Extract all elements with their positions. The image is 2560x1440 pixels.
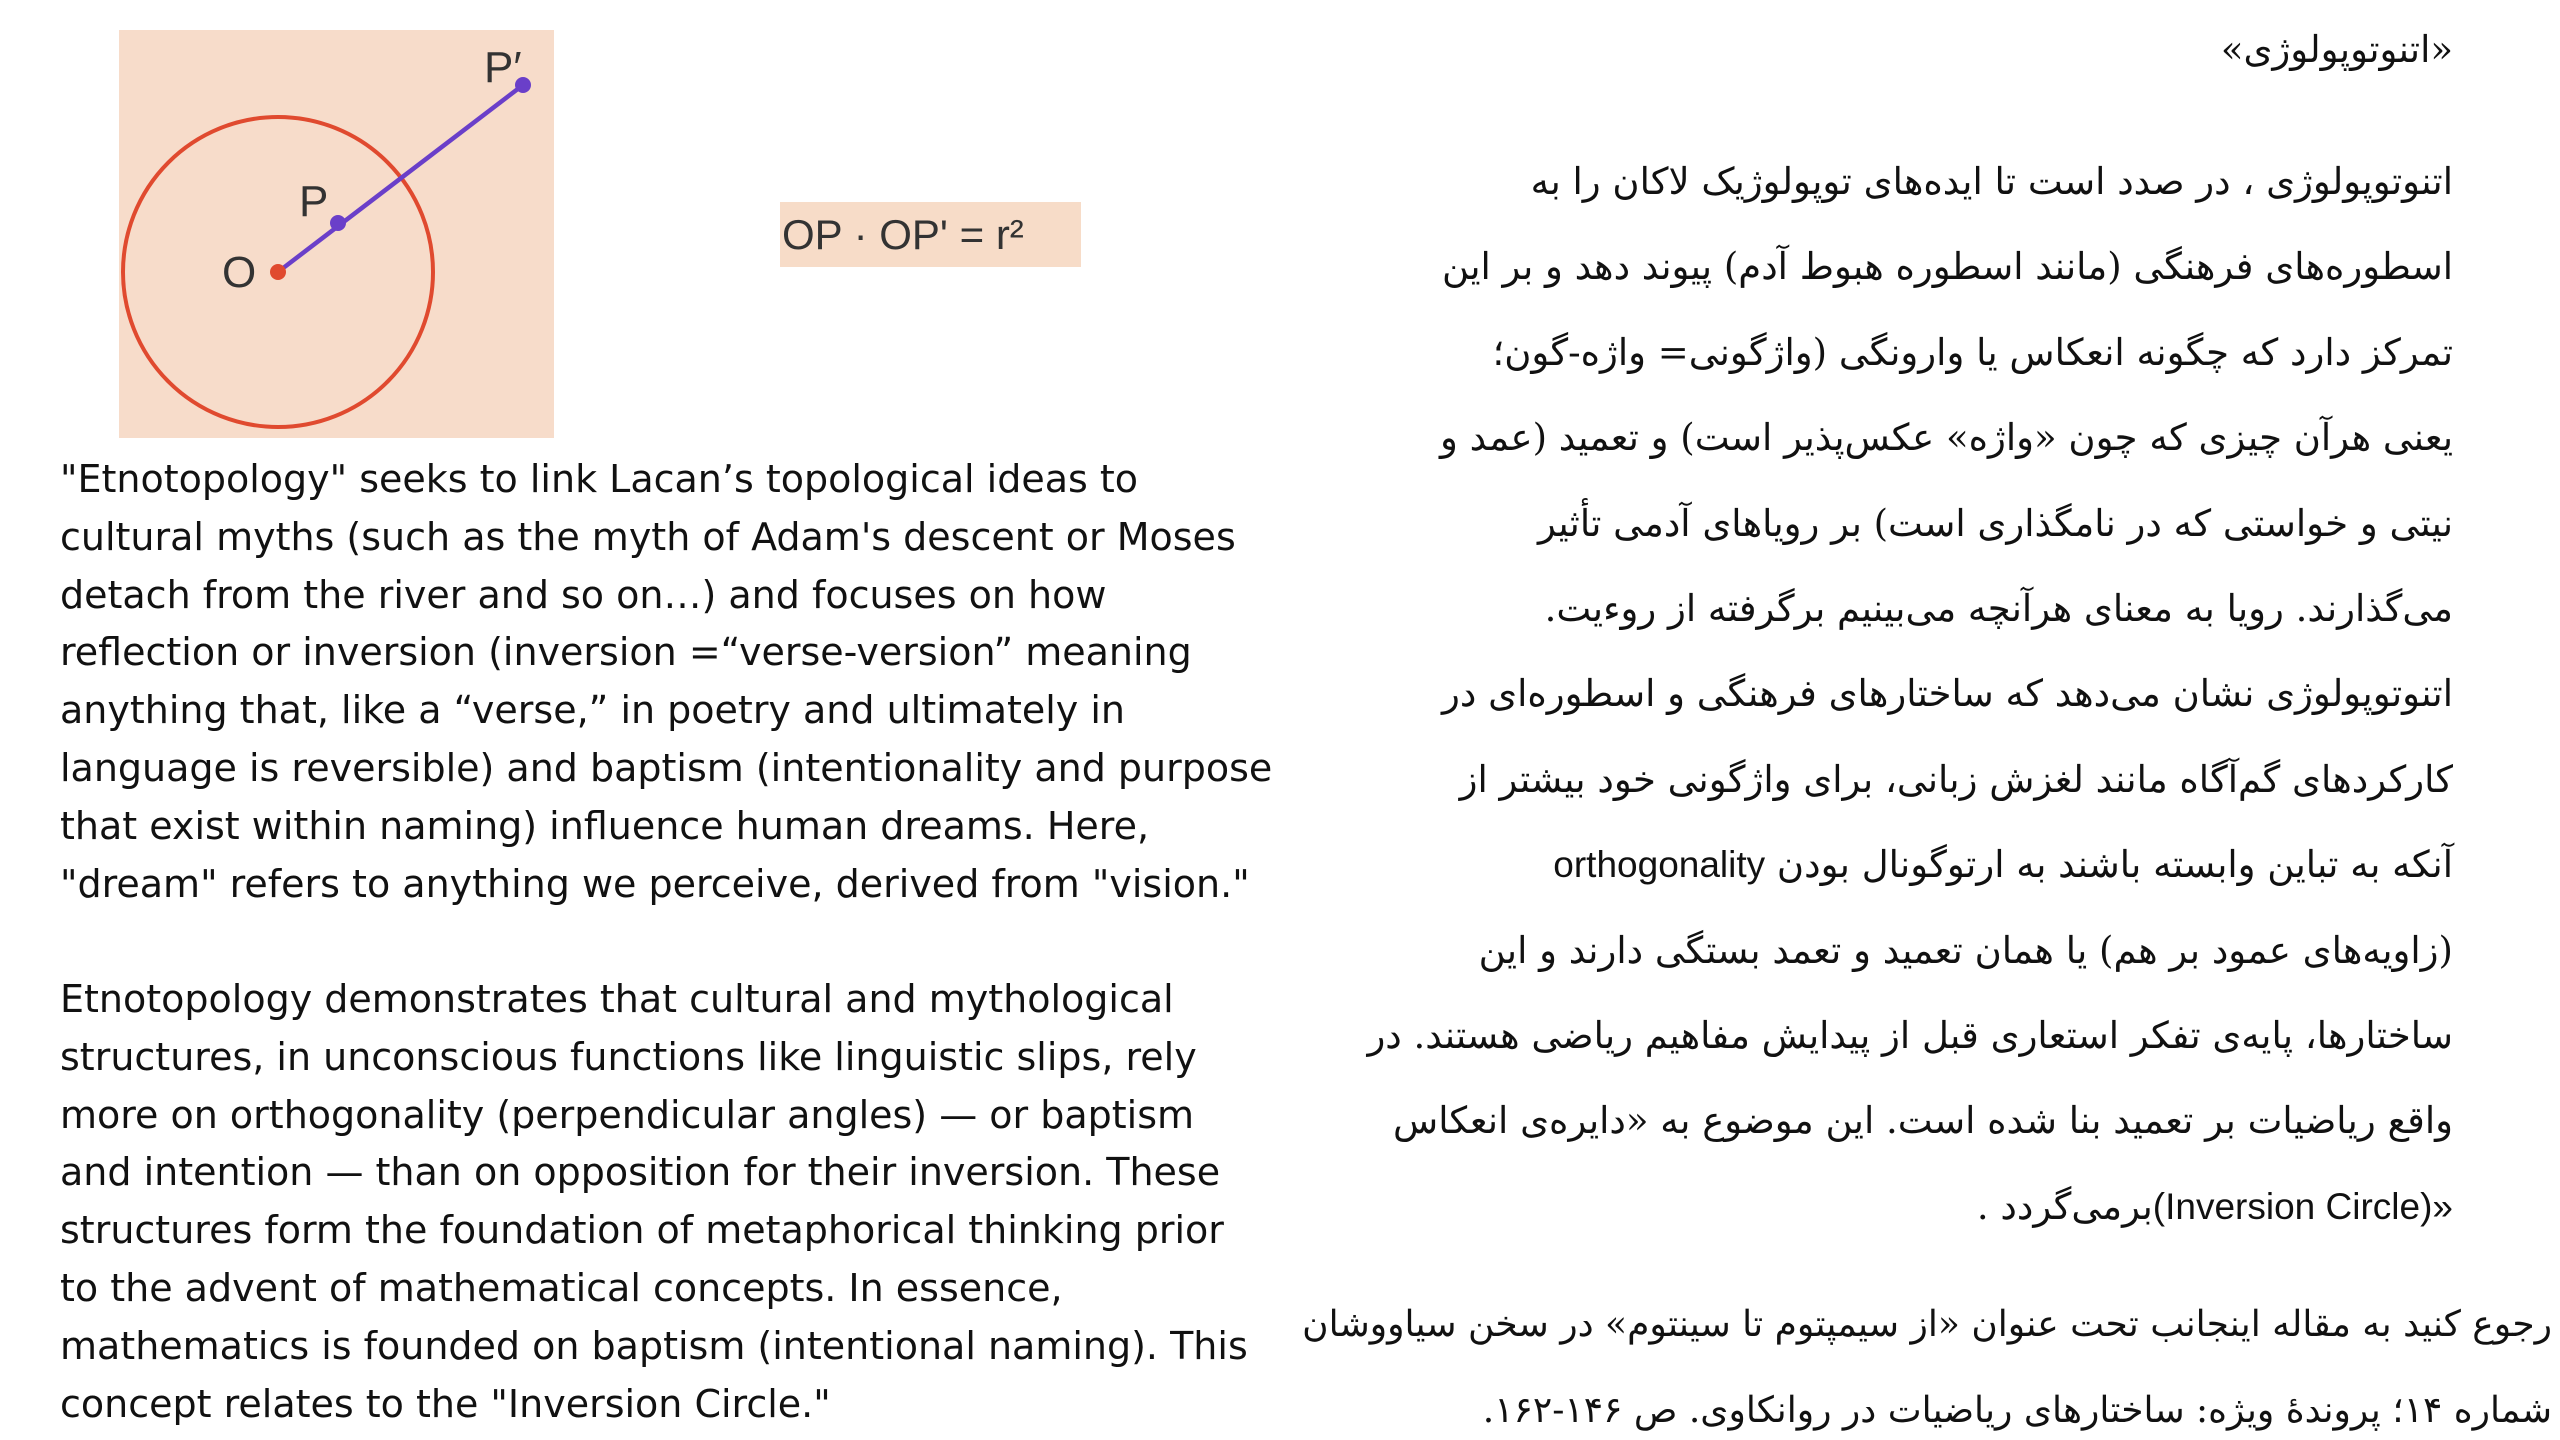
- inversion-circle-diagram: [119, 30, 554, 438]
- text-line: to the advent of mathematical concepts. In essence,: [60, 1265, 1063, 1310]
- text-line: کارکردهای گم‌آگاه مانند لغزش زبانی، برای واژگونی خود بیشتر از: [1459, 757, 2453, 801]
- persian-title: «اتنوتوپولوژی»: [2220, 28, 2453, 71]
- inversion-formula: OP · OP' = r²: [780, 202, 1081, 267]
- text-line: concept relates to the "Inversion Circle.": [60, 1381, 831, 1426]
- orthogonality-term: orthogonality: [1553, 844, 1766, 886]
- text-line: structures, in unconscious functions like linguistic slips, rely: [60, 1034, 1197, 1079]
- text-line: اتنوتوپولوژی ، در صدد است تا ایده‌های توپولوژیک لاکان را به: [1530, 160, 2453, 203]
- text-segment: آنکه به تباین وابسته باشند به ارتوگونال بودن: [1776, 843, 2453, 887]
- text-line: تمرکز دارد که چگونه انعکاس یا وارونگی (واژگونی= واژه-گون؛: [1492, 330, 2453, 374]
- text-line: رجوع کنید به مقاله اینجانب تحت عنوان «از سیمپتوم تا سینتوم» در سخن سیاووشان: [1302, 1304, 2552, 1345]
- point-p-label: P: [299, 177, 329, 226]
- text-line: language is reversible) and baptism (intentionality and purpose: [60, 745, 1273, 790]
- text-line: (زاویه‌های عمود بر هم) یا همان تعمید و تعمد بستگی دارند و این: [1478, 928, 2453, 972]
- origin-point: [270, 264, 286, 280]
- text-line: anything that, like a “verse,” in poetry and ultimately in: [60, 688, 1126, 733]
- text-line: شماره ۱۴؛ پروندهٔ ویژه: ساختارهای ریاضیات در روانکاوی. ص ۱۴۶-۱۶۲.: [1482, 1390, 2552, 1431]
- text-line: واقع ریاضیات بر تعمید بنا شده است. این موضوع به «دایره‌ی انعکاس: [1393, 1099, 2453, 1143]
- text-line: "Etnotopology" seeks to link Lacan’s topological ideas to: [60, 457, 1139, 501]
- text-line: and intention — than on opposition for their inversion. These: [60, 1150, 1221, 1195]
- origin-label: O: [222, 248, 257, 297]
- point-p: [330, 215, 346, 231]
- text-line: "dream" refers to anything we perceive, derived from "vision.": [60, 861, 1250, 906]
- text-line: Etnotopology demonstrates that cultural and mythological: [60, 977, 1174, 1021]
- text-line: more on orthogonality (perpendicular angles) — or baptism: [60, 1092, 1195, 1137]
- text-line: detach from the river and so on…) and focuses on how: [60, 572, 1107, 617]
- text-line: ساختارها، پایه‌ی تفکر استعاری قبل از پیدایش مفاهیم ریاضی هستند. در: [1367, 1013, 2453, 1057]
- text-line: reflection or inversion (inversion =“verse-version” meaning: [60, 630, 1192, 675]
- text-line: یعنی هرآن چیزی که چون «واژه» عکس‌پذیر است) و تعمید (عمد و: [1440, 416, 2453, 460]
- text-line: [1253, 822, 2453, 907]
- text-line: structures form the foundation of metaphorical thinking prior: [60, 1208, 1224, 1253]
- text-line: that exist within naming) influence human dreams. Here,: [60, 803, 1150, 848]
- text-line: اسطوره‌های فرهنگی (مانند اسطوره هبوط آدم) پیوند دهد و بر این: [1442, 245, 2453, 289]
- point-p-prime-label: P′: [484, 43, 522, 92]
- text-line: [1253, 1164, 2453, 1249]
- inversion-circle-term: (Inversion Circle)»: [2152, 1185, 2453, 1227]
- text-line: اتنوتوپولوژی نشان می‌دهد که ساختارهای فرهنگی و اسطوره‌ای در: [1442, 672, 2453, 716]
- text-line: mathematics is founded on baptism (intentional naming). This: [60, 1323, 1248, 1368]
- text-line: cultural myths (such as the myth of Adam's descent or Moses: [60, 514, 1236, 559]
- text-segment: برمی‌گردد .: [1976, 1184, 2153, 1228]
- english-paragraph-2: [60, 971, 1330, 1433]
- text-line: نیتی و خواستی که در نامگذاری است) بر رویاهای آدمی تأثیر: [1537, 501, 2453, 545]
- diagram-svg: [119, 30, 554, 438]
- text-line: می‌گذارند. رویا به معنای هرآنچه می‌بینیم برگرفته از روءیت.: [1544, 586, 2453, 630]
- english-paragraph-1: [60, 451, 1330, 913]
- persian-footnote: [1152, 1282, 2552, 1440]
- persian-paragraph: [1253, 139, 2453, 1249]
